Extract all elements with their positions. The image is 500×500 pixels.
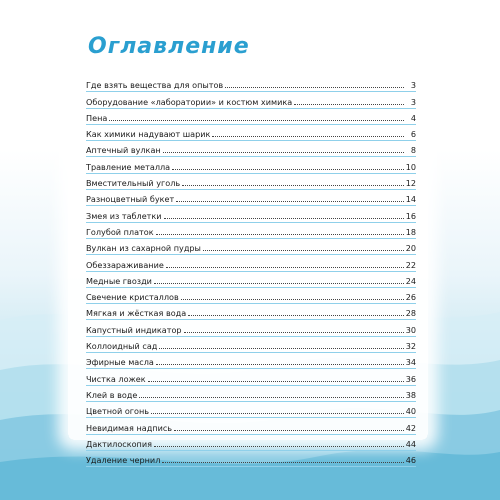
toc-entry-title: Где взять вещества для опытов xyxy=(86,80,224,91)
toc-entry-title: Медные гвозди xyxy=(86,275,152,286)
toc-entry[interactable] xyxy=(86,418,416,434)
toc-entry-page-number: 34 xyxy=(405,357,416,368)
toc-entry-page-number: 42 xyxy=(405,422,416,433)
toc-dot-leader xyxy=(154,282,404,284)
toc-entry-page-number: 16 xyxy=(405,210,416,221)
toc-entry[interactable] xyxy=(86,157,416,173)
toc-entry[interactable] xyxy=(86,304,416,320)
toc-entry[interactable] xyxy=(86,206,416,222)
toc-entry-title: Аптечный вулкан xyxy=(86,145,161,156)
toc-entry-title: Обеззараживание xyxy=(86,259,164,270)
toc-entry[interactable] xyxy=(86,353,416,369)
toc-dot-leader xyxy=(212,135,404,137)
toc-entry-title: Удаление чернил xyxy=(86,455,161,466)
toc-entry-page-number: 8 xyxy=(410,145,416,156)
toc-entry-title: Разноцветный букет xyxy=(86,194,175,205)
toc-entry[interactable] xyxy=(86,435,416,451)
toc-entry[interactable] xyxy=(86,76,416,92)
toc-entry[interactable] xyxy=(86,451,416,467)
toc-entry-title: Капустный индикатор xyxy=(86,324,182,335)
toc-entry-title: Вулкан из сахарной пудры xyxy=(86,243,201,254)
toc-dot-leader xyxy=(151,412,404,414)
toc-entry-title: Дактилоскопия xyxy=(86,438,152,449)
toc-dot-leader xyxy=(163,151,404,153)
toc-dot-leader xyxy=(139,396,403,398)
toc-entry-title: Вместительный уголь xyxy=(86,178,181,189)
toc-entry-title: Голубой платок xyxy=(86,226,154,237)
toc-dot-leader xyxy=(184,331,404,333)
toc-dot-leader xyxy=(109,119,404,121)
toc-entry[interactable] xyxy=(86,386,416,402)
toc-entry[interactable] xyxy=(86,174,416,190)
toc-entry[interactable] xyxy=(86,239,416,255)
toc-dot-leader xyxy=(148,380,404,382)
toc-dot-leader xyxy=(164,217,404,219)
toc-entry[interactable] xyxy=(86,92,416,108)
toc-dot-leader xyxy=(174,429,404,431)
toc-dot-leader xyxy=(154,445,404,447)
toc-entry-title: Змея из таблетки xyxy=(86,210,162,221)
toc-entry-title: Клей в воде xyxy=(86,389,138,400)
table-of-contents xyxy=(86,76,416,467)
toc-entry-title: Мягкая и жёсткая вода xyxy=(86,308,187,319)
toc-entry-page-number: 12 xyxy=(405,178,416,189)
page-title: Оглавление xyxy=(88,34,250,59)
toc-entry-page-number: 10 xyxy=(405,161,416,172)
toc-dot-leader xyxy=(156,233,404,235)
toc-entry[interactable] xyxy=(86,255,416,271)
toc-entry-title: Травление металла xyxy=(86,161,171,172)
toc-dot-leader xyxy=(225,86,404,88)
toc-entry-page-number: 38 xyxy=(405,389,416,400)
toc-entry-page-number: 4 xyxy=(410,112,416,123)
toc-entry-page-number: 20 xyxy=(405,243,416,254)
toc-entry[interactable] xyxy=(86,223,416,239)
toc-entry-page-number: 3 xyxy=(410,96,416,107)
toc-entry-title: Свечение кристаллов xyxy=(86,292,179,303)
toc-entry-title: Коллоидный сад xyxy=(86,341,158,352)
toc-entry-page-number: 30 xyxy=(405,324,416,335)
toc-entry-title: Оборудование «лаборатории» и костюм химика xyxy=(86,96,293,107)
toc-entry-page-number: 28 xyxy=(405,308,416,319)
toc-dot-leader xyxy=(156,363,404,365)
toc-entry[interactable] xyxy=(86,109,416,125)
toc-entry-page-number: 36 xyxy=(405,373,416,384)
toc-entry-page-number: 24 xyxy=(405,275,416,286)
toc-entry[interactable] xyxy=(86,402,416,418)
toc-dot-leader xyxy=(182,184,404,186)
toc-entry-page-number: 6 xyxy=(410,129,416,140)
toc-entry[interactable] xyxy=(86,272,416,288)
toc-dot-leader xyxy=(162,461,403,463)
toc-entry-page-number: 14 xyxy=(405,194,416,205)
toc-entry[interactable] xyxy=(86,125,416,141)
toc-entry-title: Цветной огонь xyxy=(86,406,150,417)
toc-entry-page-number: 22 xyxy=(405,259,416,270)
toc-entry-page-number: 46 xyxy=(405,455,416,466)
toc-entry-title: Невидимая надпись xyxy=(86,422,173,433)
toc-dot-leader xyxy=(188,314,403,316)
toc-dot-leader xyxy=(181,298,404,300)
toc-entry-page-number: 18 xyxy=(405,226,416,237)
toc-entry[interactable] xyxy=(86,320,416,336)
toc-entry[interactable] xyxy=(86,288,416,304)
toc-entry-title: Пена xyxy=(86,112,108,123)
toc-dot-leader xyxy=(203,249,404,251)
toc-dot-leader xyxy=(176,200,403,202)
toc-entry[interactable] xyxy=(86,190,416,206)
toc-dot-leader xyxy=(159,347,403,349)
toc-entry[interactable] xyxy=(86,141,416,157)
toc-entry-title: Чистка ложек xyxy=(86,373,146,384)
toc-entry-page-number: 40 xyxy=(405,406,416,417)
toc-entry-page-number: 26 xyxy=(405,292,416,303)
toc-entry[interactable] xyxy=(86,369,416,385)
toc-entry-title: Как химики надувают шарик xyxy=(86,129,211,140)
toc-entry-page-number: 3 xyxy=(410,80,416,91)
toc-entry[interactable] xyxy=(86,337,416,353)
toc-entry-page-number: 44 xyxy=(405,438,416,449)
toc-dot-leader xyxy=(294,103,404,105)
toc-entry-page-number: 32 xyxy=(405,341,416,352)
toc-dot-leader xyxy=(166,266,404,268)
toc-dot-leader xyxy=(172,168,404,170)
toc-entry-title: Эфирные масла xyxy=(86,357,154,368)
